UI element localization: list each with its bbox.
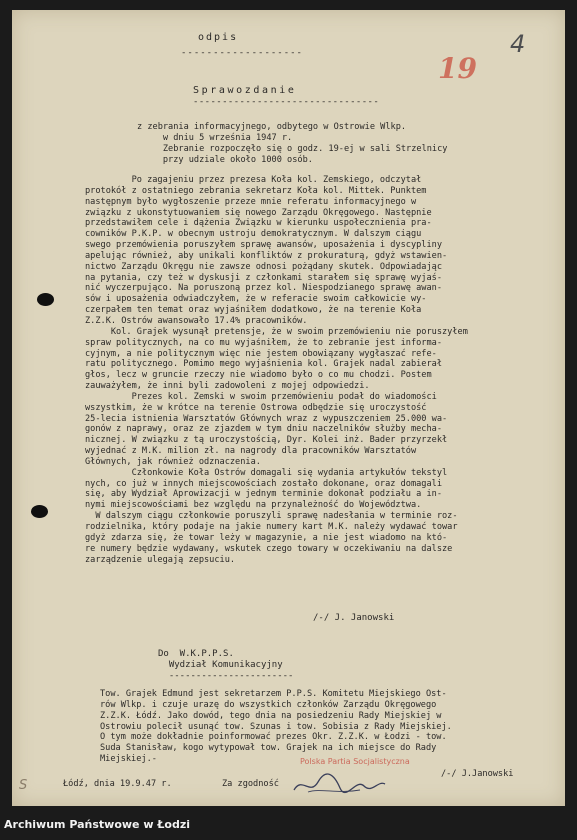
addressee: Do W.K.P.P.S. Wydział Komunikacyjny -----------------------: [158, 649, 294, 681]
party-stamp: Polska Partia Socjalistyczna: [300, 757, 410, 766]
signature-second: /-/ J.Janowski: [441, 769, 514, 779]
meeting-intro: z zebrania informacyjnego, odbytego w Ostrowie Wlkp. w dniu 5 września 1947 r. Zebranie rozpoczęło się o godz. 19-ej w sali Strzelnicy przy udziale około 1000 osób.: [137, 122, 448, 165]
punch-hole: [31, 505, 48, 518]
archive-name: Archiwum Państwowe w Łodzi: [4, 818, 191, 831]
punch-hole: [37, 293, 54, 306]
document-title: Sprawozdanie: [193, 85, 297, 96]
handwritten-signature: [290, 770, 388, 798]
signature-first: /-/ J. Janowski: [313, 613, 395, 623]
margin-mark: S: [19, 778, 28, 793]
title-rule: --------------------------------: [193, 97, 380, 107]
header-rule: -------------------: [181, 48, 303, 58]
certification-label: Za zgodność: [222, 779, 279, 789]
red-handwritten-number: 19: [438, 52, 477, 85]
archive-footer: [0, 806, 577, 840]
document-date: Łódź, dnia 19.9.47 r.: [63, 779, 172, 789]
addendum-body: Tow. Grajek Edmund jest sekretarzem P.P.S. Komitetu Miejskiego Ost- rów Wlkp. i czuje urazę do wszystkich członków Zarządu Okręgowego Z.Z.K. Łódź. Jako dowód, tego dnia na posiedzeniu Rady Miejskiej w Ostrowiu polecił usunąć tow. Szunas i tow. Sobisia z Rady Miejskiej. O tym może dokładnie poinformować prezes Okr. Z.Z.K. w Łodzi - tow. Suda Stanisław, kogo wytypował tow. Grajek na ich miejsce do Rady Miejskiej.-: [100, 689, 452, 765]
handwritten-page-number: 4: [510, 30, 526, 58]
header-odpis: odpis: [198, 32, 239, 43]
report-body: Po zagajeniu przez prezesa Koła kol. Zemskiego, odczytał protokół z ostatniego zebrania sekretarz Koła kol. Mittek. Punktem następnym było wygłoszenie przeze mnie referatu informacyjnego w związku z ukonstytuowaniem się nowego Zarządu Okręgowego. Następnie przedstawiłem cele i dążenia Związku w kierunku uspołecznienia pra- cowników P.K.P. w obecnym ustroju demokratycznym. W dalszym ciągu swego przemówienia poruszyłem sprawę awansów, uposażenia i dyscypliny apelując również, aby unikali konfliktów z prokuraturą, gdyż wstawien- nictwo Zarządu Okręgu nie zawsze odnosi pożądany skutek. Odpowiadając na pytania, czy też w dyskusji z członkami starałem się sprawę wyjaś- nić wyczerpująco. Na poruszoną przez kol. Niespodzianego sprawę awan- sów i uposażenia odwiadczyłem, że w referacie swoim całkowicie wy- czerpałem ten temat oraz wyjaśniłem dodatkowo, że na terenie Koła Z.Z.K. Ostrów awansowało 17.4% pracowników. Kol. Grajek wysunął pretensje, że w swoim przemówieniu nie poruszyłem spraw politycznych, na co mu wyjaśniłem, że to zebranie jest informa- cyjnym, a nie politycznym więc nie jestem obowiązany wygłaszać refe- ratu politycznego. Pomimo mego wyjaśnienia kol. Grajek nadal zabierał głos, lecz w gruncie rzeczy nie wiadomo było o co mu chodzi. Postem zauważyłem, że inni byli zadowoleni z mojej odpowiedzi. Prezes kol. Zemski w swoim przemówieniu podał do wiadomości wszystkim, że w krótce na terenie Ostrowa odbędzie się uroczystość 25-lecia istnienia Warsztatów Głównych wraz z wypuszczeniem 25.000 wa- gonów z naprawy, oraz ze zjazdem w tym dniu naczelników służby mecha- nicznej. W związku z tą uroczystością, Dyr. Kolei inż. Bader przyrzekł wyjednać z M.K. milion zł. na nagrody dla pracowników Warsztatów Głównych, jak również odznaczenia. Członkowie Koła Ostrów domagali się wydania artykułów tekstyl nych, co już w innych miejscowościach zostało dokonane, oraz domagali się, aby Wydział Aprowizacji w jednym terminie dokonał podziału a in- nymi miejscowościami bez względu na przynależność do Województwa. W dalszym ciągu członkowie poruszyli sprawę nadesłania w terminie roz- rodzielnika, który podaje na jakie numery kart M.K. należy wydawać towar gdyż zdarza się, że towar leży w magazynie, a nie jest wiadomo na któ- re numery będzie wydawany, wskutek czego towary w oczekiwaniu na dalsze zarządzenie ulegają zepsuciu.: [85, 175, 468, 565]
